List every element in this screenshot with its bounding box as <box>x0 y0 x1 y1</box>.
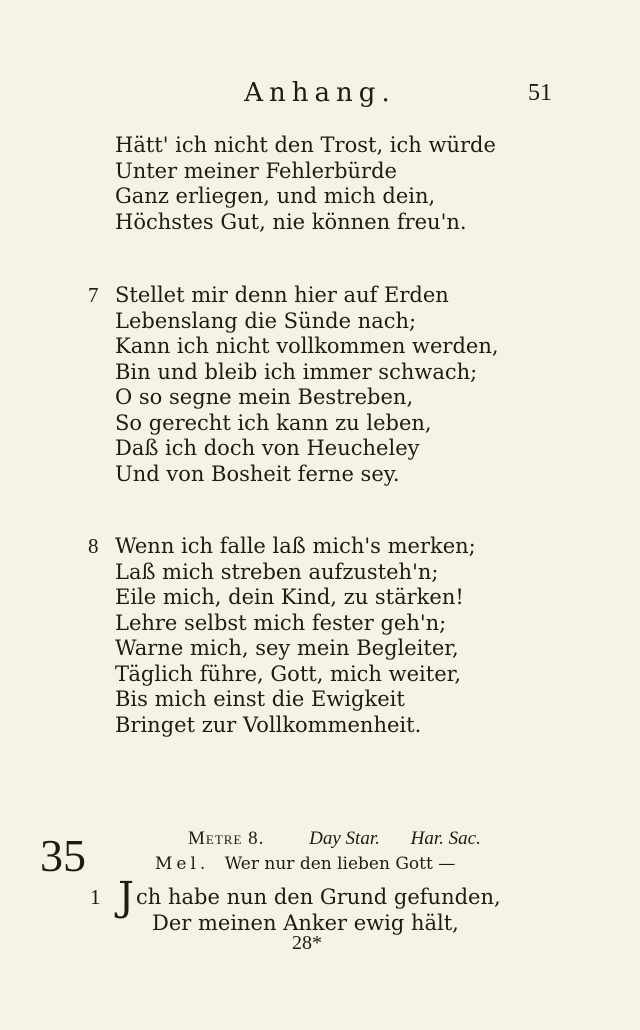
stanza-8 <box>88 534 555 738</box>
hymn-number: 35 <box>40 830 86 881</box>
verse-line: Hätt' ich nicht den Trost, ich würde <box>115 133 496 157</box>
verse-line: So gerecht ich kann zu leben, <box>115 410 432 435</box>
verse-line: Bin und bleib ich immer schwach; <box>115 359 478 384</box>
verse-line: Daß ich doch von Heucheley <box>115 436 420 460</box>
melody-reference: Wer nur den lieben Gott — <box>224 854 456 874</box>
signature-mark: 28* <box>292 932 322 954</box>
running-header-title: Anhang. <box>244 78 396 108</box>
melody-label: Mel. <box>155 854 210 874</box>
verse-line: Der meinen Anker ewig hält, <box>152 910 459 935</box>
first-line-text: ch habe nun den Grund gefunden, <box>136 885 501 909</box>
verse-line: Wenn ich falle laß mich's merken; <box>115 534 476 558</box>
stanza-number: 1 <box>90 885 101 909</box>
verse-line: Lebenslang die Sünde nach; <box>115 308 417 333</box>
hymn-35-stanza-1 <box>90 874 570 936</box>
verse-line: Lehre selbst mich fester geh'n; <box>115 610 447 635</box>
stanza-continued <box>115 133 555 235</box>
stanza-number: 8 <box>88 534 99 558</box>
stanza-7 <box>88 283 555 487</box>
verse-line: Bis mich einst die Ewigkeit <box>115 687 405 711</box>
verse-line: Kann ich nicht vollkommen werden, <box>115 334 499 358</box>
metre-line <box>188 828 628 850</box>
drop-initial: J <box>118 874 135 920</box>
tune-name: Day Star. <box>309 828 380 849</box>
tune-source: Har. Sac. <box>410 828 481 849</box>
verse-line: Unter meiner Fehlerbürde <box>115 158 397 183</box>
verse-line: Bringet zur Vollkommenheit. <box>115 712 422 737</box>
verse-line: Höchstes Gut, nie können freu'n. <box>115 209 467 234</box>
verse-line <box>90 874 570 920</box>
verse-line: Und von Bosheit ferne sey. <box>115 461 400 486</box>
metre-label: Metre 8. <box>188 828 265 849</box>
verse-line: Ganz erliegen, und mich dein, <box>115 184 436 208</box>
verse-line: Warne mich, sey mein Begleiter, <box>115 636 459 660</box>
verse-line: Laß mich streben aufzusteh'n; <box>115 559 439 584</box>
verse-line: Täglich führe, Gott, mich weiter, <box>115 661 462 686</box>
verse-line: O so segne mein Bestreben, <box>115 385 414 409</box>
verse-line: Eile mich, dein Kind, zu stärken! <box>115 585 464 609</box>
stanza-number: 7 <box>88 283 99 307</box>
page-number: 51 <box>528 80 552 106</box>
melody-line <box>155 854 455 874</box>
verse-line: Stellet mir denn hier auf Erden <box>115 283 449 307</box>
